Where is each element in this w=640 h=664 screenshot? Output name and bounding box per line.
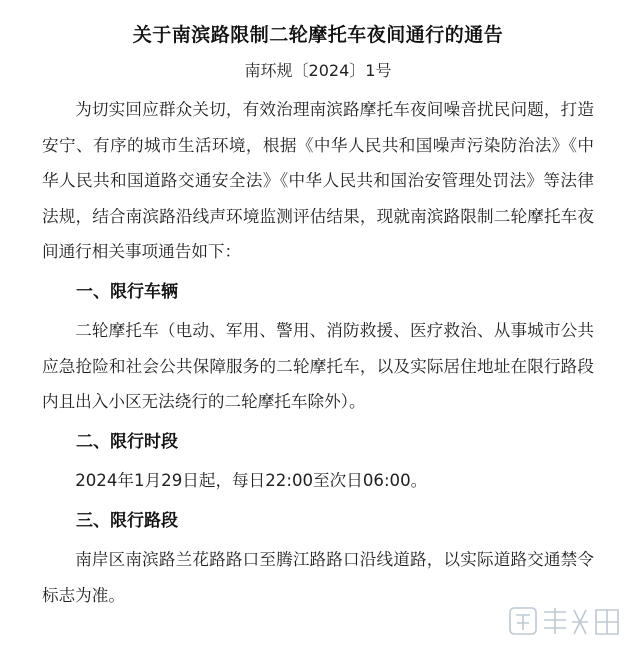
section-heading-vehicles: 一、限行车辆 xyxy=(76,281,178,302)
section-body-time: 2024年1月29日起，每日22:00至次日06:00。 xyxy=(75,471,428,490)
section-heading-time: 二、限行时段 xyxy=(76,431,178,452)
section-body-road: 南岸区南滨路兰花路路口至腾江路路口沿线道路，以实际道路交通禁令标志为准。 xyxy=(42,550,594,605)
intro-paragraph: 为切实回应群众关切，有效治理南滨路摩托车夜间噪音扰民问题，打造安宁、有序的城市生活环境，根据《中华人民共和国噪声污染防治法》《中华人民共和国道路交通安全法》《中华人民共和国治安管理处罚法》等法律法规，结合南滨路沿线声环境监测评估结果，现就南滨路限制二轮摩托车夜间通行相关事项通告如下： xyxy=(42,100,594,261)
section-body-vehicles: 二轮摩托车（电动、军用、警用、消防救援、医疗救治、从事城市公共应急抢险和社会公共保障服务的二轮摩托车，以及实际居住地址在限行路段内且出入小区无法绕行的二轮摩托车除外）。 xyxy=(42,321,594,411)
section-heading-road: 三、限行路段 xyxy=(76,510,178,531)
document-number: 南环规〔2024〕1号 xyxy=(244,61,392,80)
notice-title: 关于南滨路限制二轮摩托车夜间通行的通告 xyxy=(132,24,504,46)
